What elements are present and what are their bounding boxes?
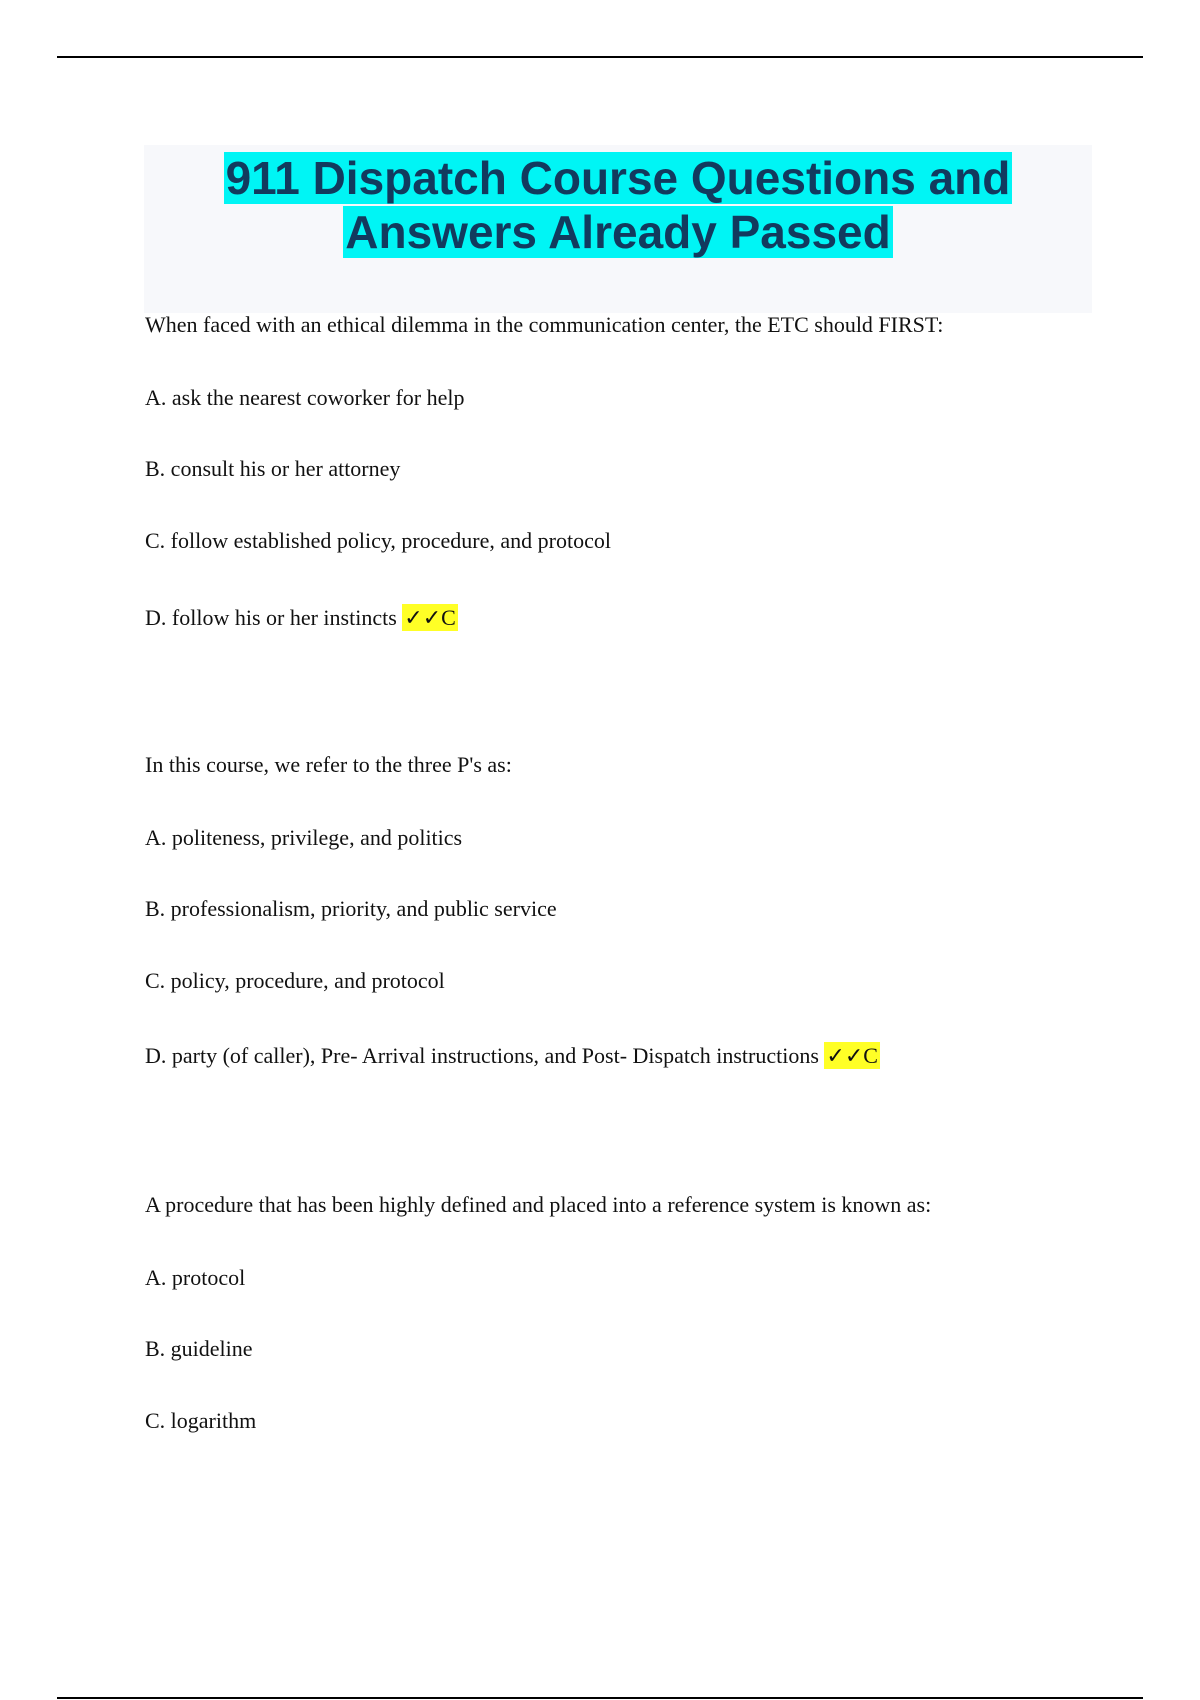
bottom-rule bbox=[57, 1697, 1143, 1699]
question-1-option-c: C. follow established policy, procedure, and protocol bbox=[145, 528, 611, 553]
question-3-option-a: A. protocol bbox=[145, 1265, 246, 1290]
question-2-option-d-text: D. party (of caller), Pre- Arrival instructions, and Post- Dispatch instructions bbox=[145, 1043, 819, 1068]
question-2-answer-badge: ✓✓C bbox=[826, 1043, 878, 1068]
title-line-2: Answers Already Passed bbox=[345, 206, 891, 258]
question-1-option-a: A. ask the nearest coworker for help bbox=[145, 385, 465, 410]
question-2-option-d bbox=[145, 1042, 880, 1070]
question-1-answer-badge: ✓✓C bbox=[404, 605, 456, 630]
question-2-option-b: B. professionalism, priority, and public service bbox=[145, 896, 557, 921]
question-3-prompt: A procedure that has been highly defined and placed into a reference system is known as: bbox=[145, 1192, 932, 1217]
title-line-1: 911 Dispatch Course Questions and bbox=[225, 152, 1011, 204]
question-1-prompt: When faced with an ethical dilemma in the communication center, the ETC should FIRST: bbox=[145, 312, 944, 337]
question-1-option-d bbox=[145, 604, 458, 632]
document-title bbox=[144, 145, 1092, 259]
question-2-option-c: C. policy, procedure, and protocol bbox=[145, 968, 445, 993]
question-3-option-b: B. guideline bbox=[145, 1336, 253, 1361]
question-1-option-b: B. consult his or her attorney bbox=[145, 456, 401, 481]
title-block bbox=[144, 145, 1092, 313]
question-1-option-d-text: D. follow his or her instincts bbox=[145, 605, 397, 630]
question-3-option-c: C. logarithm bbox=[145, 1408, 257, 1433]
top-rule bbox=[57, 56, 1143, 58]
question-2-option-a: A. politeness, privilege, and politics bbox=[145, 825, 463, 850]
question-2-prompt: In this course, we refer to the three P's as: bbox=[145, 752, 512, 777]
